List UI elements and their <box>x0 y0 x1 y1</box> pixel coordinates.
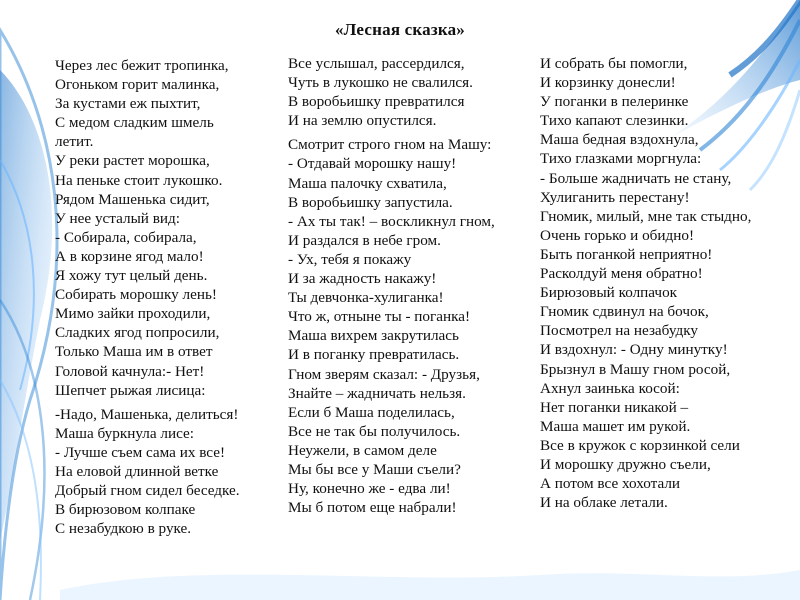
poem-line: Собирать морошку лень! <box>55 286 217 304</box>
poem-line: На пеньке стоит лукошко. <box>55 171 223 189</box>
poem-line: Добрый гном сидел беседке. <box>55 482 240 500</box>
poem-line: Быть поганкой неприятно! <box>540 245 713 263</box>
poem-line: Через лес бежит тропинка, <box>55 57 229 74</box>
poem-line: В бирюзовом колпаке <box>55 501 196 519</box>
poem-line: Сладких ягод попросили, <box>55 324 220 342</box>
poem-column-3 <box>540 54 790 512</box>
poem-line: Если б Маша поделилась, <box>288 403 455 421</box>
poem-line: Все в кружок с корзинкой сели <box>540 436 740 454</box>
poem-line: У нее усталый вид: <box>55 209 180 227</box>
poem-column-2 <box>288 54 532 517</box>
poem-line: И раздался в небе гром. <box>288 231 441 249</box>
poem-line: Я хожу тут целый день. <box>55 267 208 285</box>
poem-line: С незабудкою в руке. <box>55 520 192 538</box>
poem-line: У реки растет морошка, <box>55 152 210 170</box>
poem-line: Мимо зайки проходили, <box>55 305 211 323</box>
poem-line: И вздохнул: - Одну минутку! <box>540 341 728 359</box>
poem-line: В воробьишку запустила. <box>288 193 453 211</box>
poem-line: И корзинку донесли! <box>540 74 676 92</box>
poem-line: Тихо капают слезинки. <box>540 112 689 130</box>
poem-line: Огоньком горит малинка, <box>55 76 220 94</box>
poem-line: Маша машет им рукой. <box>540 417 691 435</box>
poem-line: Чуть в лукошко не свалился. <box>288 74 473 92</box>
poem-line: Гномик, милый, мне так стыдно, <box>540 207 752 225</box>
poem-line: Бирюзовый колпачок <box>540 284 678 302</box>
poem-line: И на облаке летали. <box>540 494 668 512</box>
poem-line: Смотрит строго гном на Машу: <box>288 136 492 154</box>
poem-line: - Ах ты так! – воскликнул гном, <box>288 212 495 230</box>
poem-line: Посмотрел на незабудку <box>540 322 698 340</box>
poem-line: Все услышал, рассердился, <box>288 55 465 72</box>
poem-line: Знайте – жадничать нельзя. <box>288 384 466 402</box>
poem-line: Хулиганить перестану! <box>540 188 690 206</box>
poem-line: летит. <box>55 133 94 151</box>
poem-line: Расколдуй меня обратно! <box>540 265 703 283</box>
poem-line: И за жадность накажу! <box>288 270 437 288</box>
poem-line: И морошку дружно съели, <box>540 455 711 473</box>
poem-line: Маша бедная вздохнула, <box>540 131 699 149</box>
poem-column-1 <box>55 56 280 538</box>
poem-line: И собрать бы помогли, <box>540 55 688 72</box>
poem-line: Неужели, в самом деле <box>288 441 437 459</box>
poem-line: Нет поганки никакой – <box>540 398 689 416</box>
poem-line: Гном зверям сказал: - Друзья, <box>288 365 480 383</box>
poem-line: В воробьишку превратился <box>288 93 465 111</box>
poem-line: Мы б потом еще набрали! <box>288 499 457 517</box>
poem-line: Рядом Машенька сидит, <box>55 190 210 208</box>
poem-line: Гномик сдвинул на бочок, <box>540 303 709 321</box>
poem-line: С медом сладким шмель <box>55 114 214 132</box>
poem-line: Все не так бы получилось. <box>288 422 461 440</box>
poem-line: Ты девчонка-хулиганка! <box>288 289 444 307</box>
poem-line: - Больше жадничать не стану, <box>540 169 732 187</box>
poem-line: У поганки в пелеринке <box>540 93 689 111</box>
poem-line: Головой качнула:- Нет! <box>55 362 205 380</box>
poem-line: Шепчет рыжая лисица: <box>55 381 206 399</box>
left-stripes <box>0 30 57 600</box>
poem-line: - Отдавай морошку нашу! <box>288 155 457 173</box>
poem-line: На еловой длинной ветке <box>55 462 219 480</box>
poem-line: И на землю опустился. <box>288 112 437 130</box>
poem-line: И в поганку превратилась. <box>288 346 460 364</box>
poem-line: А потом все хохотали <box>540 475 681 493</box>
poem-line: -Надо, Машенька, делиться! <box>55 405 239 423</box>
poem-line: Очень горько и обидно! <box>540 226 695 244</box>
poem-line: - Ух, тебя я покажу <box>288 250 412 268</box>
poem-line: - Лучше съем сама их все! <box>55 443 226 461</box>
poem-line: За кустами еж пыхтит, <box>55 95 201 113</box>
poem-line: - Собирала, собирала, <box>55 228 197 246</box>
poem-line: Ну, конечно же - едва ли! <box>288 480 451 498</box>
poem-line: Маша вихрем закрутилась <box>288 327 459 345</box>
poem-line: Маша буркнула лисе: <box>55 424 194 442</box>
poem-line: Брызнул в Машу гном росой, <box>540 360 731 378</box>
poem-line: Маша палочку схватила, <box>288 174 447 192</box>
poem-title: «Лесная сказка» <box>334 20 466 39</box>
poem-line: Мы бы все у Маши съели? <box>288 460 461 478</box>
poem-line: А в корзине ягод мало! <box>55 247 204 265</box>
poem-line: Ахнул заинька косой: <box>540 379 680 397</box>
poem-line: Только Маша им в ответ <box>55 343 213 361</box>
poem-line: Что ж, отныне ты - поганка! <box>288 308 471 326</box>
poem-line: Тихо глазками моргнула: <box>540 150 702 168</box>
